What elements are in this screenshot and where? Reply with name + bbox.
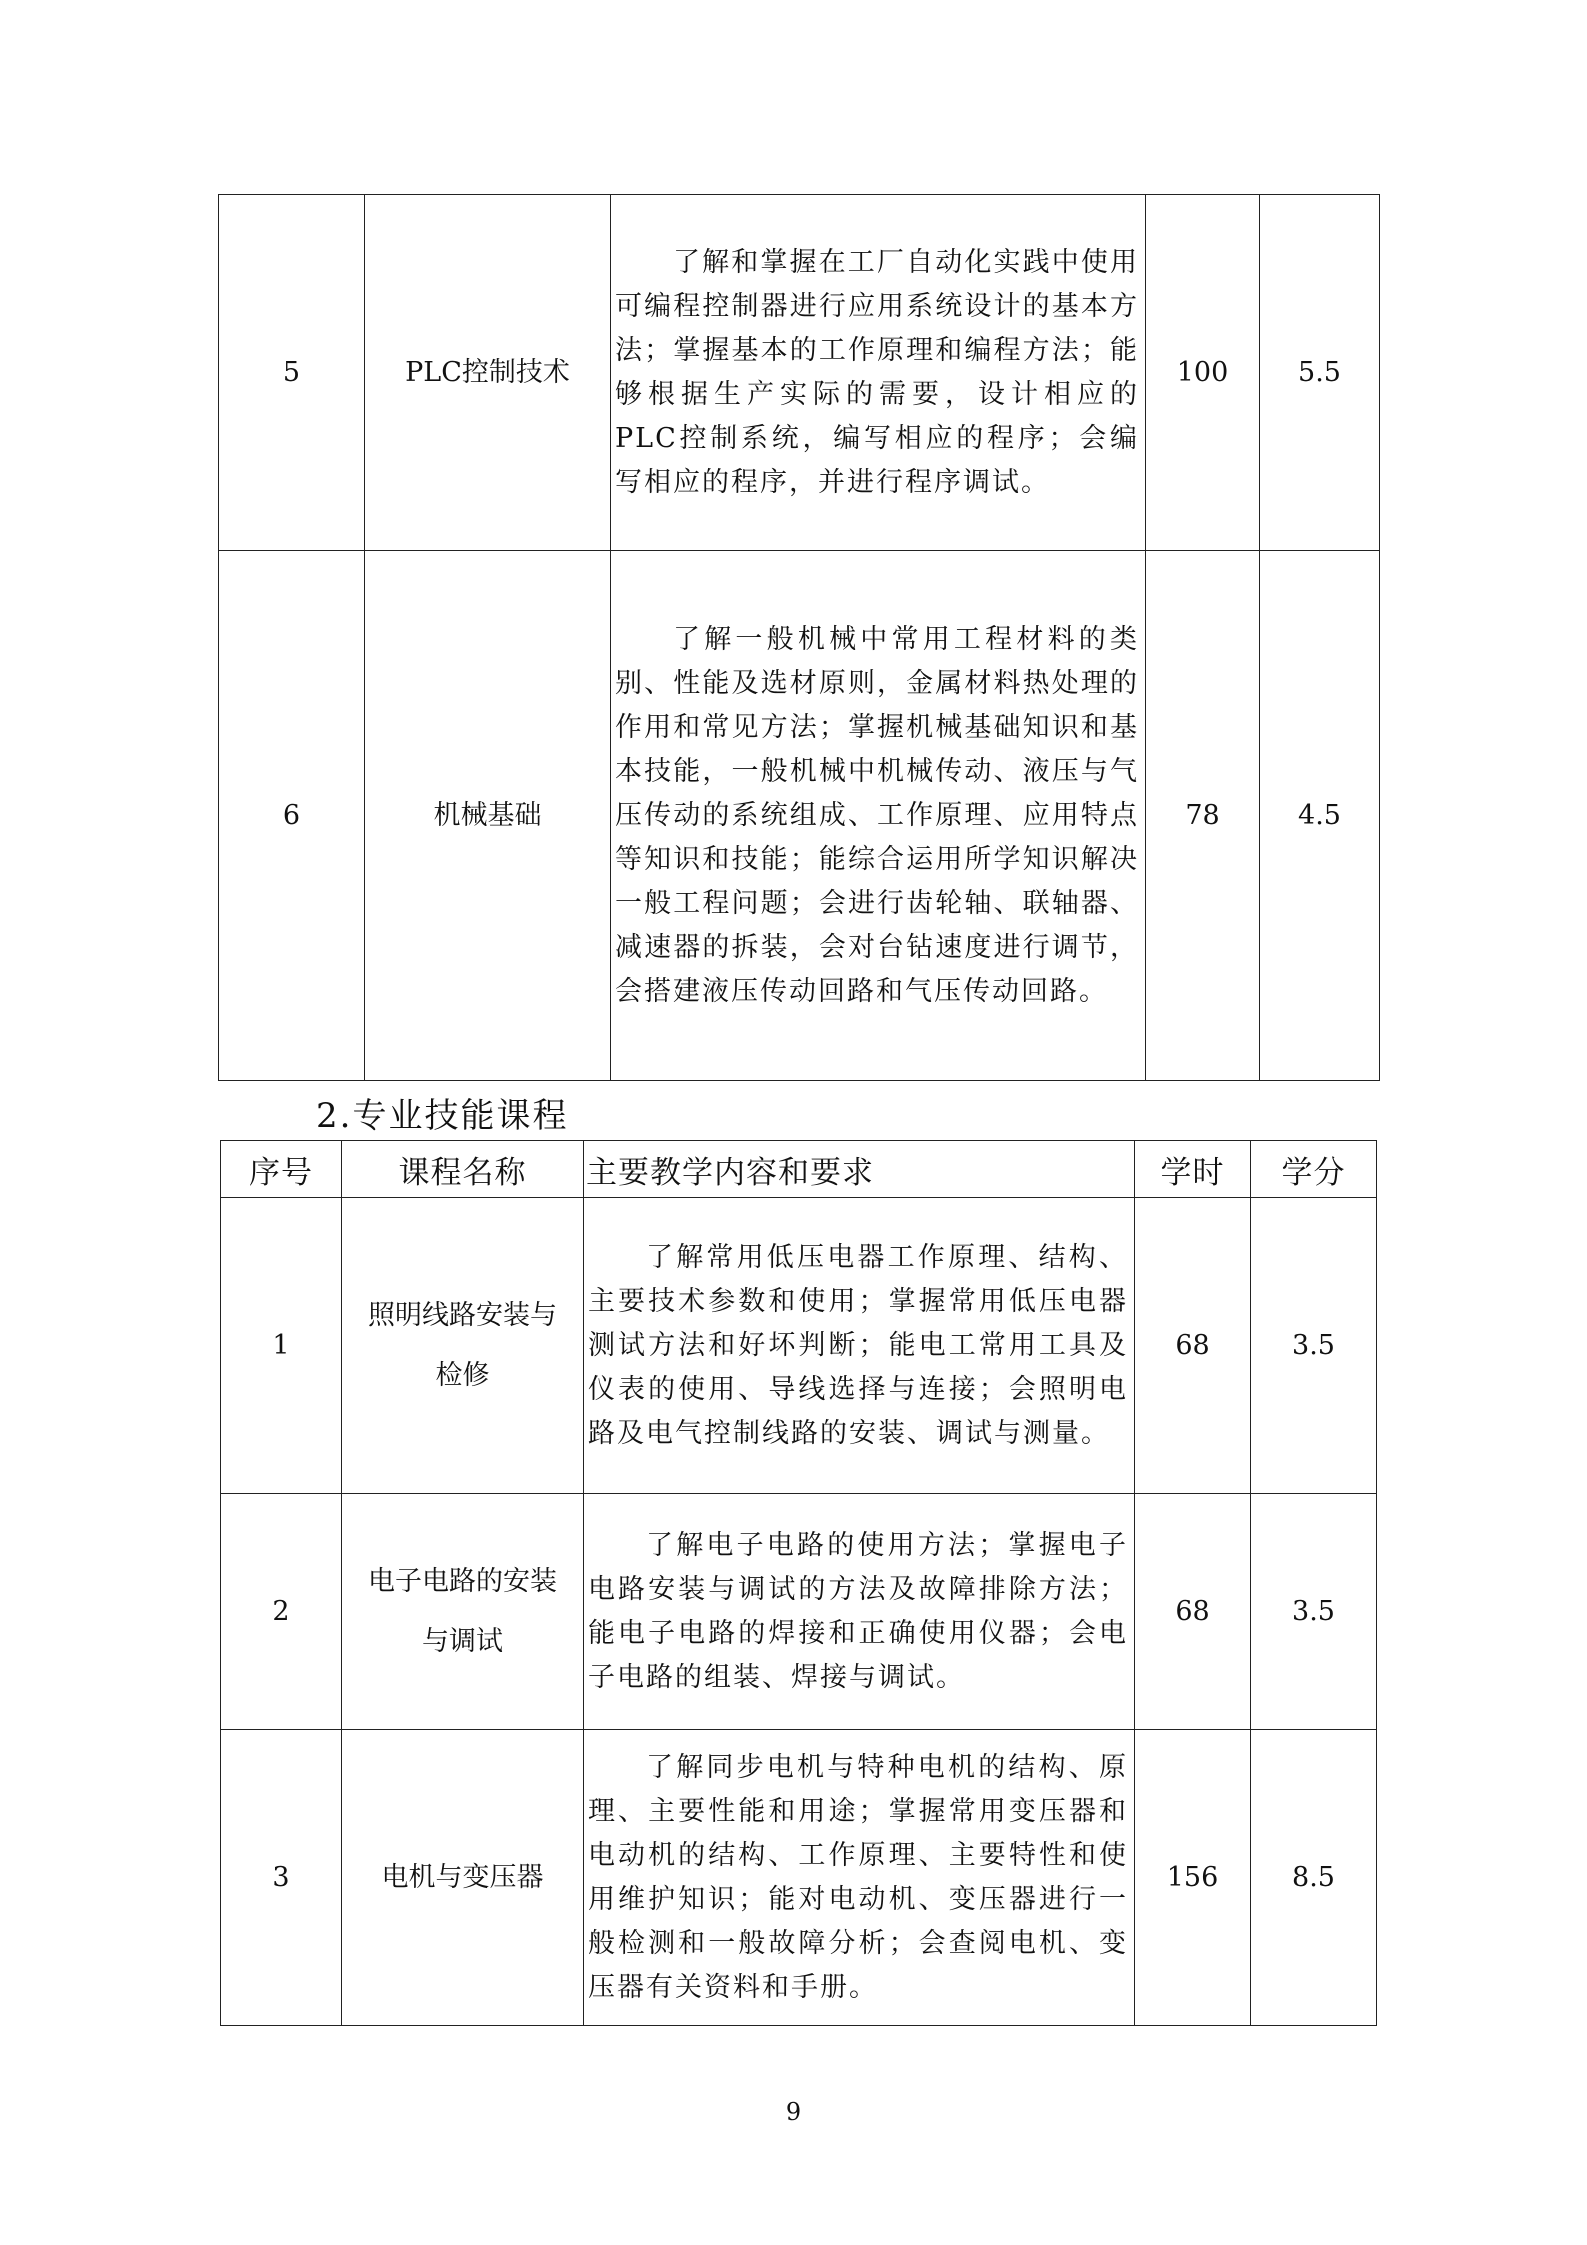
row-number: 1 [221,1198,342,1494]
course-credits: 5.5 [1260,195,1380,551]
course-hours: 100 [1146,195,1260,551]
header-name: 课程名称 [342,1141,584,1198]
course-hours: 68 [1135,1494,1251,1730]
course-content: 了解一般机械中常用工程材料的类别、性能及选材原则，金属材料热处理的作用和常见方法；掌握机械基础知识和基本技能，一般机械中机械传动、液压与气压传动的系统组成、工作原理、应用特点等知识和技能；能综合运用所学知识解决一般工程问题；会进行齿轮轴、联轴器、减速器的拆装，会对台钻速度进行调节，会搭建液压传动回路和气压传动回路。 [611,551,1146,1081]
row-number: 6 [219,551,365,1081]
course-hours: 68 [1135,1198,1251,1494]
course-credits: 4.5 [1260,551,1380,1081]
professional-skills-course-table [220,1140,1377,2026]
course-name: 电子电路的安装与调试 [342,1494,584,1730]
table-row [219,195,1380,551]
table-row [221,1198,1377,1494]
table-row [221,1494,1377,1730]
course-content: 了解同步电机与特种电机的结构、原理、主要性能和用途；掌握常用变压器和电动机的结构、工作原理、主要特性和使用维护知识；能对电动机、变压器进行一般检测和一般故障分析；会查阅电机、变压器有关资料和手册。 [584,1730,1135,2026]
row-number: 3 [221,1730,342,2026]
row-number: 5 [219,195,365,551]
course-content: 了解电子电路的使用方法；掌握电子电路安装与调试的方法及故障排除方法；能电子电路的焊接和正确使用仪器；会电子电路的组装、焊接与调试。 [584,1494,1135,1730]
course-credits: 3.5 [1251,1494,1377,1730]
course-name: 机械基础 [365,551,611,1081]
course-name: 电机与变压器 [342,1730,584,2026]
course-table-continued [218,194,1380,1081]
course-credits: 3.5 [1251,1198,1377,1494]
section-heading: 2.专业技能课程 [316,1096,569,1136]
course-hours: 78 [1146,551,1260,1081]
course-hours: 156 [1135,1730,1251,2026]
header-content: 主要教学内容和要求 [584,1141,1135,1198]
table-row [219,551,1380,1081]
course-name: PLC控制技术 [365,195,611,551]
course-credits: 8.5 [1251,1730,1377,2026]
header-no: 序号 [221,1141,342,1198]
row-number: 2 [221,1494,342,1730]
table-header-row [221,1141,1377,1198]
course-content: 了解常用低压电器工作原理、结构、主要技术参数和使用；掌握常用低压电器测试方法和好坏判断；能电工常用工具及仪表的使用、导线选择与连接；会照明电路及电气控制线路的安装、调试与测量。 [584,1198,1135,1494]
course-content: 了解和掌握在工厂自动化实践中使用可编程控制器进行应用系统设计的基本方法；掌握基本的工作原理和编程方法；能够根据生产实际的需要，设计相应的PLC控制系统，编写相应的程序；会编写相应的程序，并进行程序调试。 [611,195,1146,551]
course-name: 照明线路安装与检修 [342,1198,584,1494]
header-hours: 学时 [1135,1141,1251,1198]
header-credits: 学分 [1251,1141,1377,1198]
table-row [221,1730,1377,2026]
page-number: 9 [785,2098,802,2126]
